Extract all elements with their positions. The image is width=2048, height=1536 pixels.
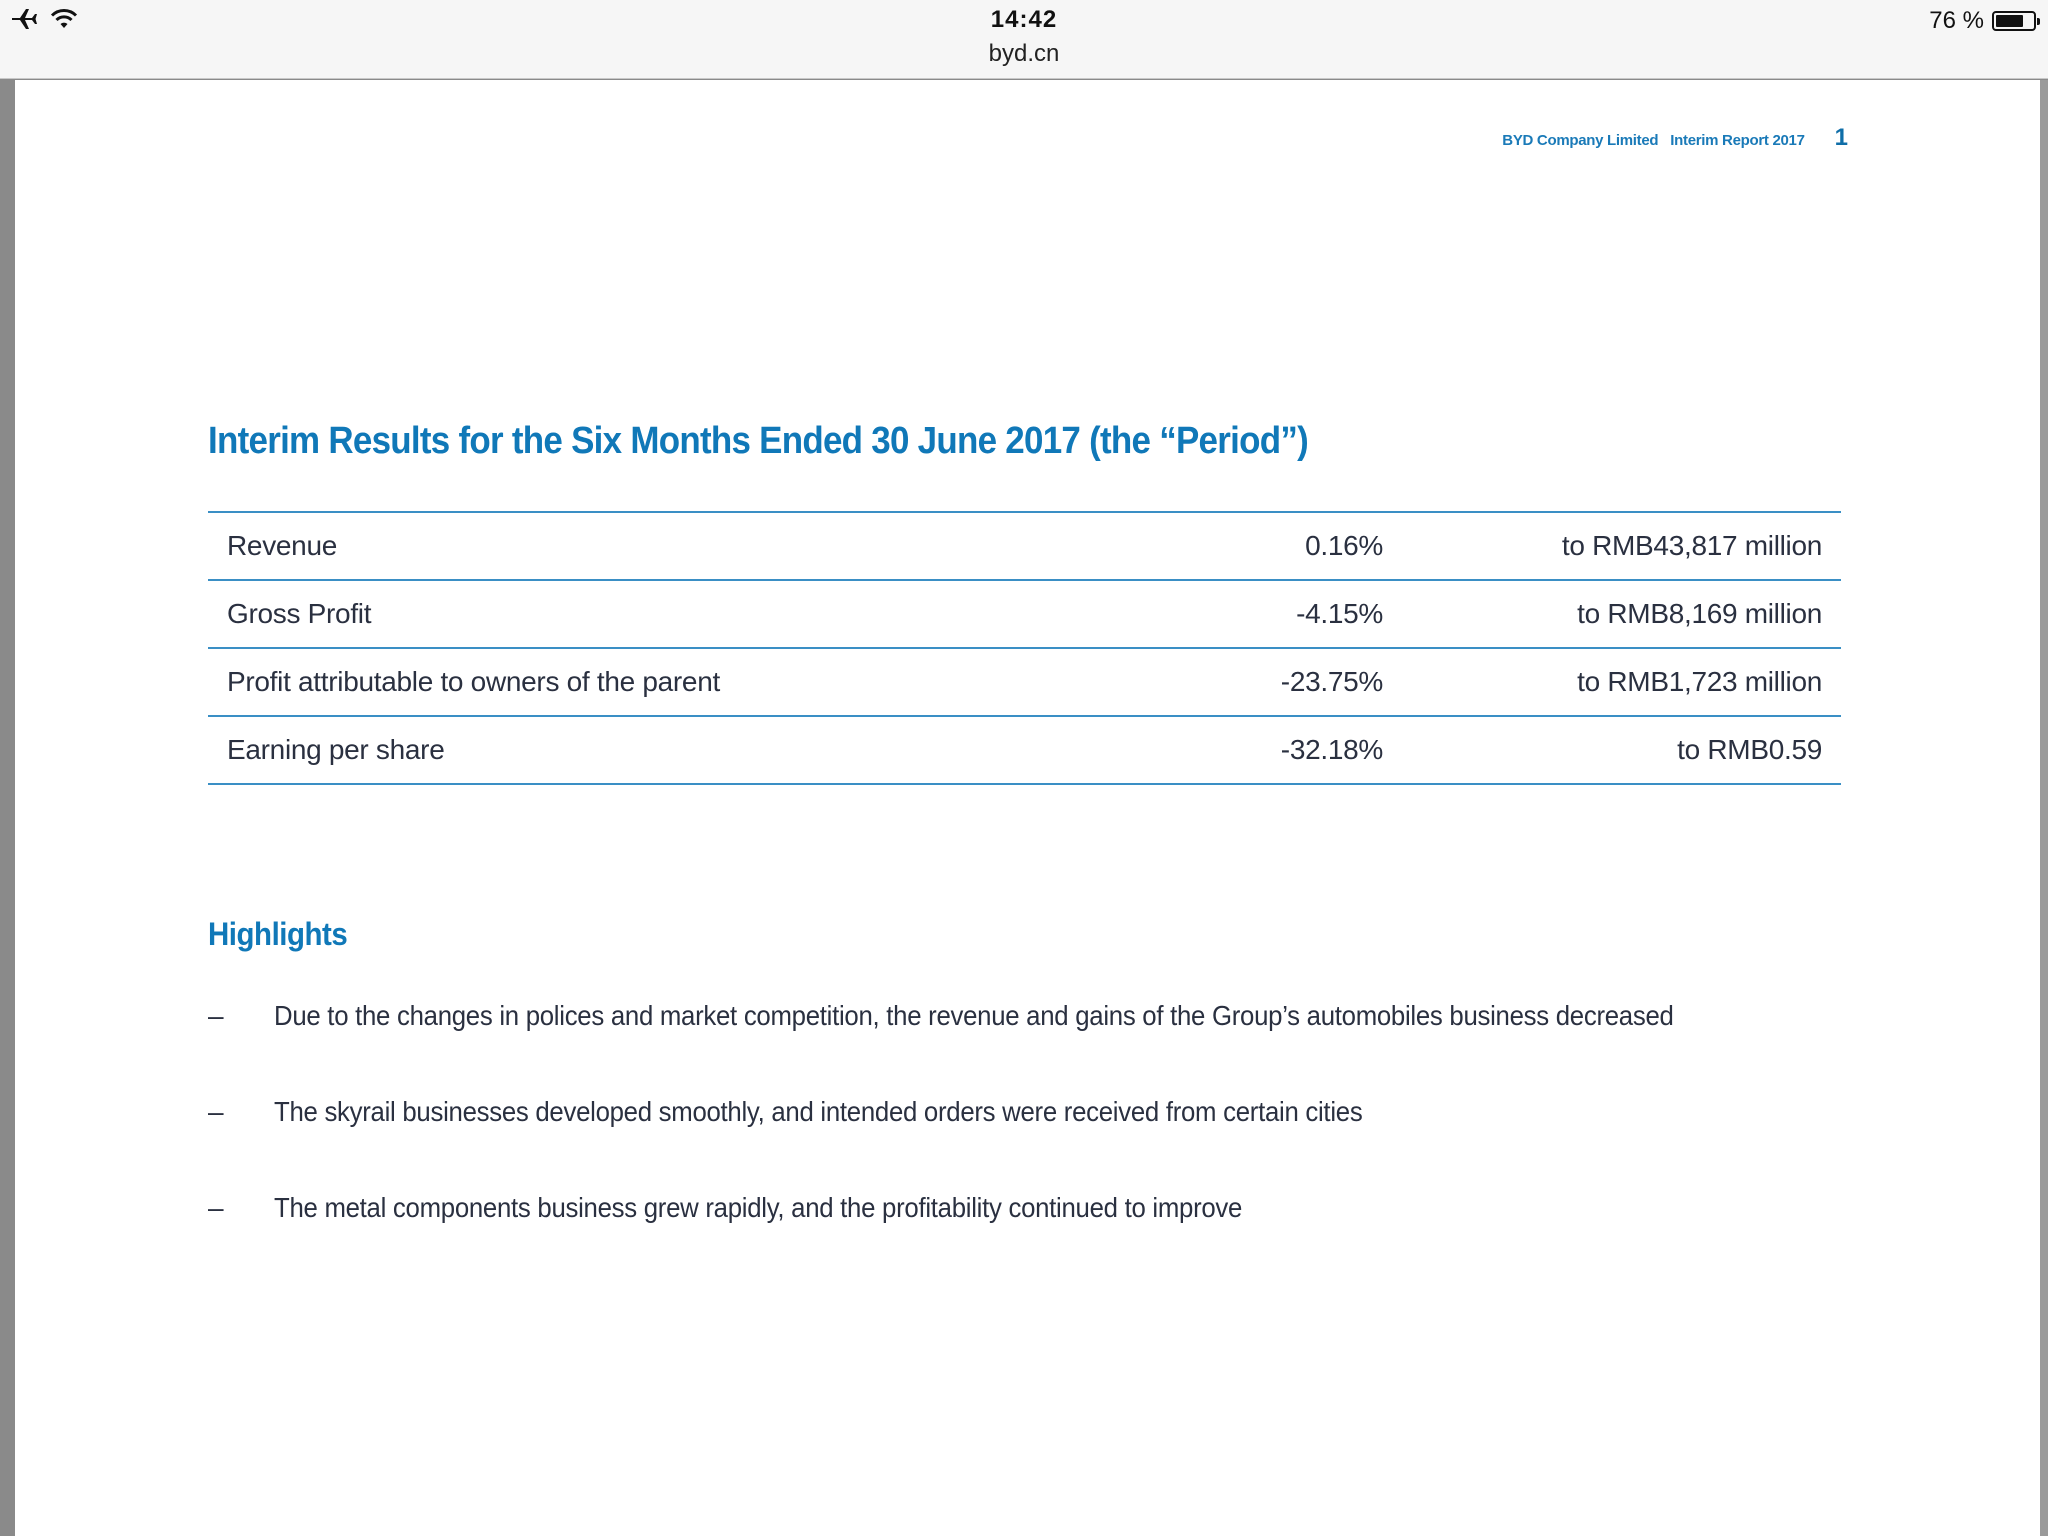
- battery-percentage: 76 %: [1929, 7, 1984, 34]
- address-url[interactable]: byd.cn: [988, 40, 1060, 67]
- result-label: Profit attributable to owners of the parent: [227, 666, 720, 697]
- bullet-dash: –: [208, 1096, 224, 1127]
- list-item: [208, 1192, 1908, 1288]
- result-change: -4.15%: [1296, 598, 1383, 629]
- result-change: 0.16%: [1305, 530, 1383, 561]
- status-bar: [0, 0, 2048, 79]
- result-label: Earning per share: [227, 734, 445, 765]
- list-item: [208, 1096, 1908, 1192]
- bullet-dash: –: [208, 1192, 224, 1223]
- header-report-name: Interim Report 2017: [1670, 132, 1805, 149]
- battery-level: [1996, 15, 2023, 27]
- highlight-text: The skyrail businesses developed smoothly, and intended orders were received from certain cities: [274, 1096, 1363, 1127]
- header-company-name: BYD Company Limited: [1502, 132, 1659, 149]
- battery-icon: [1992, 11, 2036, 31]
- result-value: to RMB0.59: [1677, 734, 1822, 765]
- result-change: -23.75%: [1280, 666, 1383, 697]
- result-label: Revenue: [227, 530, 337, 561]
- results-table: [208, 511, 1841, 785]
- bullet-dash: –: [208, 1000, 224, 1031]
- highlight-text: The metal components business grew rapidly, and the profitability continued to improve: [274, 1192, 1243, 1223]
- page-number: 1: [1834, 124, 1848, 151]
- result-value: to RMB1,723 million: [1577, 666, 1822, 697]
- battery-nub: [2037, 18, 2040, 25]
- result-value: to RMB8,169 million: [1577, 598, 1822, 629]
- highlights-list: [208, 1000, 1908, 1288]
- result-label: Gross Profit: [227, 598, 372, 629]
- status-bar-right: [1929, 8, 2036, 34]
- highlight-text: Due to the changes in polices and market competition, the revenue and gains of the Group’s automobiles business decreased: [274, 1000, 1674, 1031]
- clock: 14:42: [990, 6, 1058, 33]
- document-page[interactable]: [15, 80, 2048, 1536]
- table-row: [208, 580, 1841, 648]
- page-title: Interim Results for the Six Months Ended 30 June 2017 (the “Period”): [208, 420, 1308, 462]
- running-header: [1502, 124, 1848, 152]
- highlights-heading: Highlights: [208, 916, 348, 952]
- table-row: [208, 716, 1841, 784]
- list-item: [208, 1000, 1908, 1096]
- table-row: [208, 648, 1841, 716]
- result-value: to RMB43,817 million: [1561, 530, 1822, 561]
- table-row: [208, 512, 1841, 580]
- scroll-edge: [2040, 80, 2048, 1536]
- result-change: -32.18%: [1280, 734, 1383, 765]
